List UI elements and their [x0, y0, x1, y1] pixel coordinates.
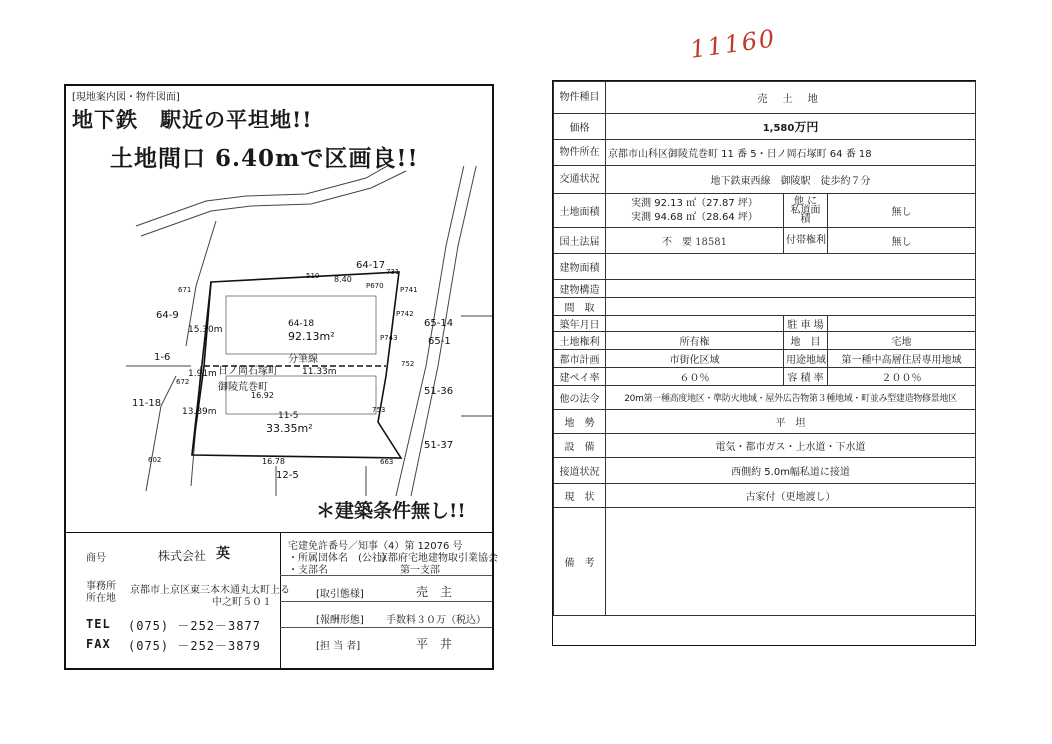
- lot-label: 12-5: [276, 470, 299, 481]
- remarks-label: 備 考: [554, 508, 606, 616]
- terrain-value: 平 坦: [606, 410, 976, 434]
- trade-label: 商号: [86, 553, 106, 564]
- branch-label: ・支部名: [288, 565, 328, 576]
- point-label: 663: [380, 458, 394, 466]
- tel-label: TEL: [86, 617, 111, 631]
- zoning-value: 第一種中高層住居専用地域: [828, 350, 976, 368]
- transaction-mode: 売 主: [416, 585, 453, 599]
- dim-label: 8.40: [334, 275, 352, 284]
- lot-label: 65-1: [428, 336, 451, 347]
- road-access-label: 接道状況: [554, 458, 606, 484]
- land-area-1: 実測 92.13 ㎡（27.87 坪）: [631, 197, 758, 209]
- layout-label: 間 取: [554, 298, 606, 316]
- structure-label: 建物構造: [554, 280, 606, 298]
- location-value: 京都市山科区御陵荒巻町 11 番 5・日ノ岡石塚町 64 番 18: [606, 140, 976, 166]
- land-rights-label: 土地権利: [554, 332, 606, 350]
- office-address-2: 中之町５０１: [212, 597, 272, 608]
- city-planning-value: 市街化区域: [606, 350, 784, 368]
- tel-number: (075) －252－3877: [128, 619, 261, 633]
- transport-label: 交通状況: [554, 166, 606, 194]
- spec-table: [553, 81, 976, 616]
- land-rights-value: 所有権: [606, 332, 784, 350]
- parking-label: 駐 車 場: [784, 316, 828, 332]
- info-rule: [280, 601, 492, 602]
- property-map-panel: [64, 84, 498, 670]
- point-label: P743: [380, 334, 398, 342]
- utilities-label: 設 備: [554, 434, 606, 458]
- office-label: 事務所 所在地: [86, 581, 116, 604]
- transport-value: 地下鉄東西線 御陵駅 徒歩約７分: [606, 166, 976, 194]
- land-use-label: 地 目: [784, 332, 828, 350]
- lot-label: 64-9: [156, 310, 179, 321]
- town-label: 御陵荒巻町: [218, 382, 268, 393]
- handwritten-stamp: 18581: [695, 237, 727, 248]
- coverage-ratio-value: ６０％: [606, 368, 784, 386]
- price-unit: 万円: [794, 120, 819, 134]
- floor-area-ratio-value: ２００％: [828, 368, 976, 386]
- fax-label: FAX: [86, 637, 111, 651]
- type-label: 物件種目: [554, 82, 606, 114]
- zoning-label: 用途地域: [784, 350, 828, 368]
- property-spec-sheet: [552, 80, 976, 646]
- point-label: P741: [400, 286, 418, 294]
- fee-label: [報酬形態]: [316, 615, 364, 626]
- point-label: 602: [148, 456, 162, 464]
- boundary-label: 分筆線: [288, 354, 318, 365]
- terrain-label: 地 勢: [554, 410, 606, 434]
- location-label: 物件所在: [554, 140, 606, 166]
- staff-name: 平 井: [416, 637, 453, 651]
- lot-map: [66, 166, 492, 496]
- national-land-cell: [606, 228, 784, 254]
- land-use-value: 宅地: [828, 332, 976, 350]
- layout-value: [606, 298, 976, 316]
- map-caption: [現地案内図・物件図面]: [72, 92, 180, 103]
- property-type: 売 土 地: [606, 82, 976, 114]
- branch-name: 第一支部: [400, 565, 440, 576]
- utilities-value: 電気・都市ガス・上水道・下水道: [606, 434, 976, 458]
- office-address-1: 京都市上京区東三本木通丸太町上る: [130, 585, 290, 596]
- lot-label: 51-37: [424, 440, 454, 451]
- dim-label: 15.30m: [188, 325, 223, 335]
- regulations-value: 20m第一種高度地区・準防火地域・屋外広告物第３種地域・町並み型建造物修景地区: [606, 386, 976, 410]
- dim-label: 16.92: [251, 391, 274, 400]
- lot-label: 11-18: [132, 398, 162, 409]
- staff-label: [担 当 者]: [316, 641, 361, 652]
- building-area-value: [606, 254, 976, 280]
- building-area-label: 建物面積: [554, 254, 606, 280]
- private-road-label: 他 に 私道面積: [784, 194, 828, 228]
- town-label: 日ノ岡石塚町: [218, 366, 278, 377]
- point-label: 752: [401, 360, 415, 368]
- burden-value: 無し: [828, 228, 976, 254]
- area-label: 92.13m²: [288, 330, 335, 343]
- lot-label: 65-14: [424, 318, 454, 329]
- land-area-label: 土地面積: [554, 194, 606, 228]
- structure-value: [606, 280, 976, 298]
- national-land-label: 国土法届: [554, 228, 606, 254]
- land-area-cell: [606, 194, 784, 228]
- transaction-mode-label: [取引態様]: [316, 589, 364, 600]
- land-area-2: 実測 94.68 ㎡（28.64 坪）: [631, 211, 758, 223]
- company-prefix: 株式会社: [158, 549, 207, 563]
- fax-number: (075) －252－3879: [128, 639, 261, 653]
- current-status-label: 現 状: [554, 484, 606, 508]
- national-land-value: 不 要: [662, 237, 692, 248]
- lot-label: 51-36: [424, 386, 454, 397]
- point-label: 672: [176, 378, 190, 386]
- handwritten-number: 11160: [688, 24, 778, 64]
- headline-subway: 地下鉄 駅近の平坦地!!: [72, 107, 313, 132]
- headline-frontage: 土地間口 6.40mで区画良!!: [110, 145, 419, 172]
- city-planning-label: 都市計画: [554, 350, 606, 368]
- built-date-value: [606, 316, 784, 332]
- coverage-ratio-label: 建ペイ率: [554, 368, 606, 386]
- association-name: 京都府宅地建物取引業協会: [378, 553, 498, 564]
- lot-label: 64-17: [356, 260, 386, 271]
- private-road-value: 無し: [828, 194, 976, 228]
- point-label: P670: [366, 282, 384, 290]
- company-name: 英: [216, 546, 230, 562]
- info-rule: [280, 575, 492, 576]
- lot-label: 64-18: [288, 319, 315, 329]
- lot-label: 1-6: [154, 352, 171, 363]
- point-label: 671: [178, 286, 192, 294]
- price-label: 価格: [554, 114, 606, 140]
- association-label: ・所属団体名 (公社): [288, 553, 386, 564]
- area-label: 33.35m²: [266, 422, 313, 435]
- remarks-value: [606, 508, 976, 616]
- built-date-label: 築年月日: [554, 316, 606, 332]
- current-status-value: 古家付（更地渡し）: [606, 484, 976, 508]
- floor-area-ratio-label: 容 積 率: [784, 368, 828, 386]
- license-number: 宅建免許番号／知事（4）第 12076 号: [288, 541, 463, 552]
- point-label: 731: [386, 268, 400, 276]
- regulations-label: 他の法令: [554, 386, 606, 410]
- info-rule: [280, 627, 492, 628]
- point-label: 510: [306, 272, 320, 280]
- no-building-condition: ＊建築条件無し!!: [316, 500, 466, 522]
- agent-info: [66, 532, 498, 669]
- dim-label: 16.78: [262, 457, 285, 466]
- dim-label: 13.39m: [182, 407, 217, 417]
- burden-label: 付帯権利: [784, 228, 828, 254]
- dim-label: 1.91m: [188, 369, 217, 379]
- parking-value: [828, 316, 976, 332]
- lot-label: 11-5: [278, 411, 299, 421]
- price-value: 1,580: [762, 123, 795, 134]
- point-label: 753: [372, 406, 386, 414]
- road-access-value: 西側約 5.0m幅私道に接道: [606, 458, 976, 484]
- price-cell: [606, 114, 976, 140]
- point-label: P742: [396, 310, 414, 318]
- fee-value: 手数料３０万（税込）: [386, 615, 486, 626]
- dim-label: 11.33m: [302, 367, 337, 377]
